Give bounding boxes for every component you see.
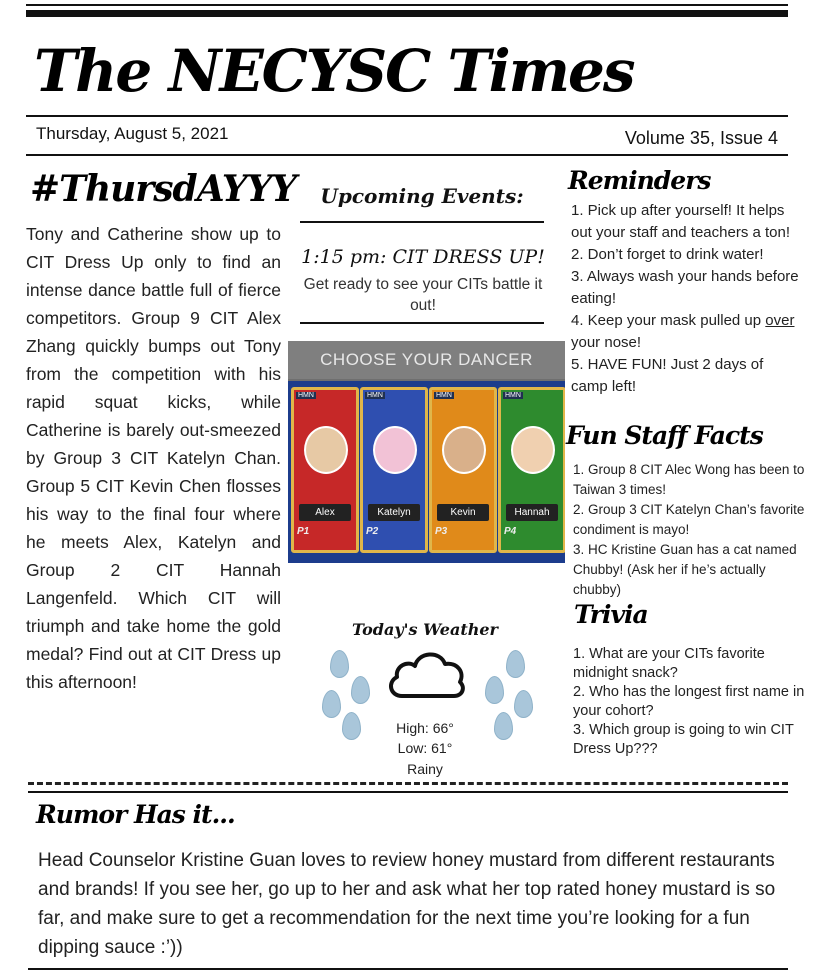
dancer-card-tag: HMN (505, 392, 521, 399)
top-rule-thick (26, 10, 788, 17)
raindrop-icon (351, 676, 370, 704)
dancer-slot: P2 (366, 526, 379, 537)
fun-facts-heading: Fun Staff Facts (566, 421, 763, 450)
masthead-rule-bottom (26, 154, 788, 156)
rumor-body: Head Counselor Kristine Guan loves to review honey mustard from different restaurants and brands! If you see her, go up to her and ask what her top rated honey mustard is so far, and make sure to get a recommendation for the next time you’re looking for a fun dipping sauce :’)) (38, 850, 776, 958)
trivia-item: 1. What are your CITs favorite midnight snack? (573, 646, 765, 681)
issue-date: Thursday, August 5, 2021 (36, 124, 229, 143)
reminders-heading: Reminders (568, 166, 711, 195)
weather-heading: Today's Weather (352, 620, 498, 639)
event-description: Get ready to see your CITs battle it out! (303, 276, 543, 314)
events-heading: Upcoming Events: (320, 184, 524, 208)
dancer-photo (304, 426, 348, 474)
reminder-item: 1. Pick up after yourself! It helps out your staff and teachers a ton! (571, 202, 791, 241)
raindrop-icon (330, 650, 349, 678)
trivia-list (573, 645, 805, 759)
dancer-slot: P3 (435, 526, 448, 537)
reminder-text: your nose! (571, 334, 642, 351)
issue-number: Volume 35, Issue 4 (624, 128, 778, 148)
reminder-item: 2. Don’t forget to drink water! (571, 246, 764, 263)
trivia-heading: Trivia (574, 600, 648, 629)
weather-low: Low: 61° (397, 740, 453, 756)
dancer-card (291, 387, 359, 553)
masthead-rule-top (26, 115, 788, 117)
dancer-card-tag: HMN (367, 392, 383, 399)
fun-fact-item: 3. HC Kristine Guan has a cat named Chubby! (Ask her if he’s actually chubby) (573, 542, 797, 597)
dancer-name: Hannah (506, 504, 558, 521)
fun-fact-item: 2. Group 3 CIT Katelyn Chan’s favorite condiment is mayo! (573, 502, 805, 537)
dancer-card-tag: HMN (298, 392, 314, 399)
event-name: CIT DRESS UP! (392, 246, 545, 268)
raindrop-icon (485, 676, 504, 704)
weather-high: High: 66° (396, 720, 454, 736)
dancer-slot: P1 (297, 526, 310, 537)
section-divider-dashed (28, 782, 788, 785)
dancer-photo (442, 426, 486, 474)
events-rule-bottom (300, 322, 544, 324)
dancer-card-tag: HMN (436, 392, 452, 399)
dancer-slot: P4 (504, 526, 517, 537)
dancer-name: Kevin (437, 504, 489, 521)
reminder-underlined-word: over (765, 312, 795, 329)
dancer-card (360, 387, 428, 553)
reminder-item: 3. Always wash your hands before eating! (571, 268, 799, 307)
events-rule-top (300, 221, 544, 223)
reminders-list (571, 200, 803, 398)
rumor-heading: Rumor Has it... (36, 800, 235, 829)
section-divider-rule (28, 791, 788, 793)
weather-condition: Rainy (407, 761, 443, 777)
trivia-item: 3. Which group is going to win CIT Dress Up??? (573, 722, 794, 757)
lead-headline: #ThursdAYYY (30, 168, 296, 210)
fun-fact-item: 1. Group 8 CIT Alec Wong has been to Taiwan 3 times! (573, 462, 805, 497)
top-rule-thin (26, 4, 788, 6)
raindrop-icon (322, 690, 341, 718)
trivia-item: 2. Who has the longest first name in your cohort? (573, 684, 805, 719)
cloud-icon (384, 644, 468, 702)
event-title (294, 246, 552, 268)
dancer-name: Katelyn (368, 504, 420, 521)
dancer-photo (373, 426, 417, 474)
choose-dancer-graphic (288, 341, 565, 563)
dancer-card (498, 387, 565, 553)
dancer-graphic-heading: CHOOSE YOUR DANCER (288, 341, 565, 379)
raindrop-icon (514, 690, 533, 718)
raindrop-icon (494, 712, 513, 740)
dancer-photo (511, 426, 555, 474)
dancer-card (429, 387, 497, 553)
lead-story-body: Tony and Catherine show up to CIT Dress Up only to find an intense dance battle full of fierce competitors. Group 9 CIT Alex Zhang quickly bumps out Tony from the competition with his rapid squat kicks, while Catherine is barely out-smeezed by Group 3 CIT Katelyn Chan. Group 5 CIT Kevin Chen flosses his way to the final four where he meets Alex, Katelyn and Group 2 CIT Hannah Langenfeld. Which CIT will triumph and take home the gold medal? Find out at CIT Dress up this afternoon! (26, 224, 281, 692)
reminder-text: 4. Keep your mask pulled up (571, 312, 766, 329)
reminder-item: 5. HAVE FUN! Just 2 days of camp left! (571, 356, 764, 395)
reminder-item (571, 310, 803, 354)
raindrop-icon (342, 712, 361, 740)
fun-facts-list (573, 460, 805, 600)
masthead-title: The NECYSC Times (34, 37, 634, 105)
dancer-name: Alex (299, 504, 351, 521)
event-time: 1:15 pm: (301, 246, 387, 268)
bottom-rule (28, 968, 788, 970)
raindrop-icon (506, 650, 525, 678)
